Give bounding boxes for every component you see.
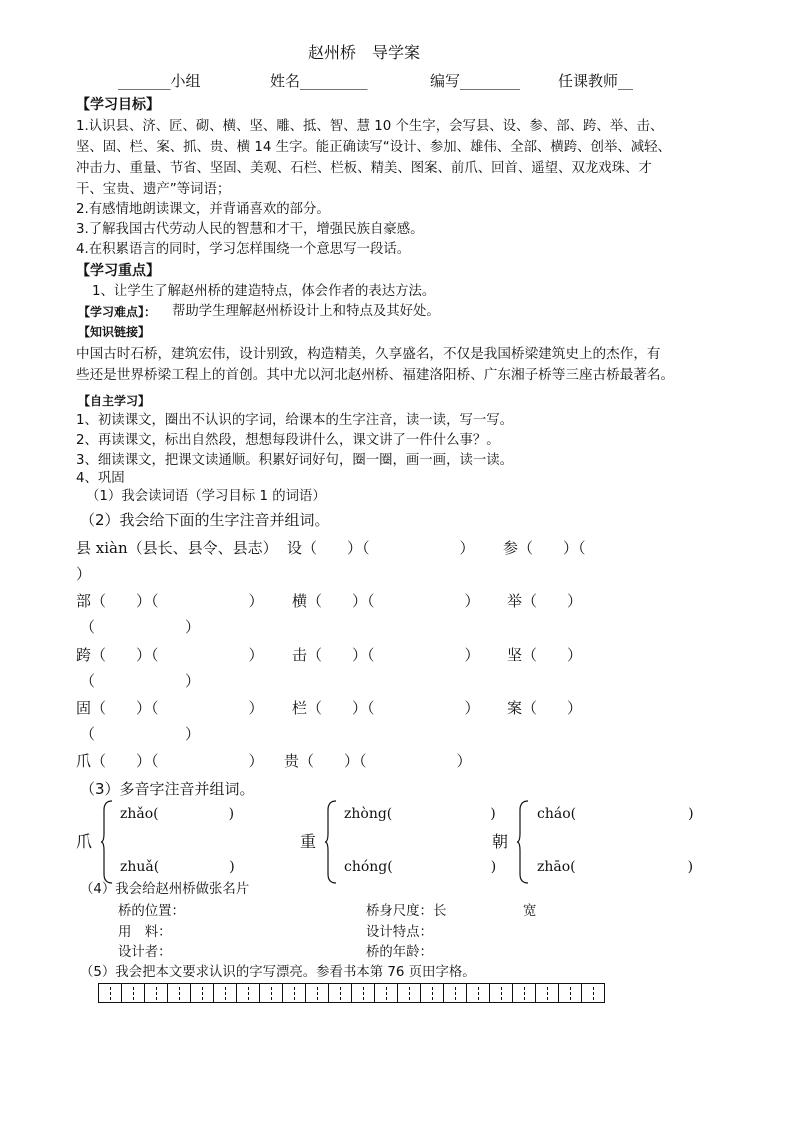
char-row-5-a[interactable]: 爪（ ）（ ） [76,752,264,770]
goal-1-line-2: 坚、固、栏、案、抓、贵、横 14 生字。能正确读写“设计、参加、雄伟、全部、横跨、创举、减轻、 [76,140,671,155]
grid-cell[interactable] [329,983,352,1003]
polyphone-zhua-reading-2[interactable]: zhuǎ( ) [120,859,235,875]
char-row-2-d[interactable]: （ ） [80,618,201,636]
goal-1-line-1: 1.认识县、济、匠、砌、横、坚、雕、抵、智、慧 10 个生字，会写县、设、参、部、跨、举、击、 [76,119,664,134]
grid-cell[interactable] [99,983,122,1003]
name-field[interactable]: 姓名_________ [270,72,368,90]
step-3: 3、细读课文，把课文读通顺。积累好词好句，圈一圈，画一画，读一读。 [76,453,514,468]
grid-cell[interactable] [237,983,260,1003]
grid-cell[interactable] [283,983,306,1003]
grid-cell[interactable] [421,983,444,1003]
char-row-2-b[interactable]: 横（ ）（ ） [292,592,480,610]
card-width-label: 宽 [523,904,537,919]
polyphone-zhong-reading-1[interactable]: zhòng( ) [344,806,496,822]
step-1: 1、初读课文，圈出不认识的字词，给课本的生字注音，读一读，写一写。 [76,413,514,428]
page-title: 赵州桥 导学案 [308,43,421,62]
goal-1-line-3: 冲击力、重量、节省、坚固、美观、石栏、栏板、精美、图案、前爪、回首、遥望、双龙戏珠、才 [76,161,652,176]
grid-cell[interactable] [260,983,283,1003]
writing-grid[interactable] [98,983,605,1003]
link-line-2: 些还是世界桥梁工程上的首创。其中尤以河北赵州桥、福建洛阳桥、广东湘子桥等三座古桥最著名。 [76,367,675,383]
grid-cell[interactable] [352,983,375,1003]
char-row-1-a[interactable]: 县 xiàn（县长、县令、县志） [76,539,278,557]
question-4: （4）我会给赵州桥做张名片 [80,882,250,897]
brace-icon [516,800,530,884]
grid-cell[interactable] [536,983,559,1003]
polyphone-chao-reading-2[interactable]: zhāo( ) [537,859,694,875]
grid-cell[interactable] [122,983,145,1003]
card-age-label: 桥的年龄： [366,945,433,960]
grid-cell[interactable] [191,983,214,1003]
question-3: （3）多音字注音并组词。 [80,780,255,798]
editor-field[interactable]: 编写________ [430,72,521,90]
brace-icon [100,800,114,884]
grid-cell[interactable] [490,983,513,1003]
char-row-1-d[interactable]: ） [76,565,92,583]
char-row-4-c[interactable]: 案（ ） [507,699,583,717]
grid-cell[interactable] [398,983,421,1003]
card-material-label: 用 料： [118,925,172,940]
step-4: 4、巩固 [76,471,125,486]
char-row-3-d[interactable]: （ ） [80,672,201,690]
grid-cell[interactable] [375,983,398,1003]
card-designer-label: 设计者： [118,945,172,960]
char-row-1-b[interactable]: 设（ ）（ ） [287,539,475,557]
step-2: 2、再读课文，标出自然段，想想每段讲什么，课文讲了一件什么事？。 [76,433,500,448]
polyphone-char-zhong: 重 [300,832,317,851]
grid-cell[interactable] [444,983,467,1003]
char-row-3-a[interactable]: 跨（ ）（ ） [76,646,264,664]
focus-heading: 【学习重点】 [76,263,160,279]
grid-cell[interactable] [513,983,536,1003]
char-row-4-b[interactable]: 栏（ ）（ ） [292,699,480,717]
self-study-heading: 【自主学习】 [78,394,151,408]
grid-cell[interactable] [306,983,329,1003]
goal-4: 4.在积累语言的同时，学习怎样围绕一个意思写一段话。 [76,242,411,257]
char-row-3-b[interactable]: 击（ ）（ ） [292,646,480,664]
card-location-label: 桥的位置： [118,904,185,919]
grid-cell[interactable] [582,983,605,1003]
link-line-1: 中国古时石桥，建筑宏伟，设计别致，构造精美，久享盛名，不仅是我国桥梁建筑史上的杰作，有 [76,346,661,362]
char-row-4-a[interactable]: 固（ ）（ ） [76,699,264,717]
char-row-2-c[interactable]: 举（ ） [507,592,583,610]
goal-2: 2.有感情地朗读课文，并背诵喜欢的部分。 [76,202,330,217]
grid-cell[interactable] [559,983,582,1003]
grid-cell[interactable] [467,983,490,1003]
focus-text: 1、让学生了解赵州桥的建造特点，体会作者的表达方法。 [92,284,436,299]
difficulty-text: 帮助学生理解赵州桥设计上和特点及其好处。 [172,304,440,319]
polyphone-chao-reading-1[interactable]: cháo( ) [537,806,694,822]
teacher-field[interactable]: 任课教师__ [558,72,634,90]
polyphone-char-chao: 朝 [492,832,509,851]
polyphone-zhong-reading-2[interactable]: chóng( ) [344,859,497,875]
goal-1-line-4: 干、宝贵、遗产”等词语； [76,182,231,197]
question-5: （5）我会把本文要求认识的字写漂亮。参看书本第 76 页田字格。 [80,965,476,980]
brace-icon [324,800,338,884]
question-2: （2）我会给下面的生字注音并组词。 [80,511,330,529]
char-row-1-c[interactable]: 参（ ）（ [503,539,586,557]
goals-heading: 【学习目标】 [76,97,160,113]
card-size-label: 桥身尺度：长 [366,904,447,919]
group-field[interactable]: _______小组 [118,72,201,90]
polyphone-char-zhua: 爪 [76,832,93,851]
char-row-5-b[interactable]: 贵（ ）（ ） [284,752,472,770]
difficulty-heading: 【学习难点】： [78,305,157,319]
char-row-2-a[interactable]: 部（ ）（ ） [76,592,264,610]
polyphone-zhua-reading-1[interactable]: zhǎo( ) [120,806,235,822]
goal-3: 3.了解我国古代劳动人民的智慧和才干，增强民族自豪感。 [76,222,424,237]
grid-cell[interactable] [145,983,168,1003]
char-row-4-d[interactable]: （ ） [80,725,201,743]
link-heading: 【知识链接】 [78,325,151,339]
grid-cell[interactable] [168,983,191,1003]
question-1: （1）我会读词语（学习目标 1 的词语） [86,489,326,504]
char-row-3-c[interactable]: 坚（ ） [507,646,583,664]
card-feature-label: 设计特点： [366,925,433,940]
grid-cell[interactable] [214,983,237,1003]
